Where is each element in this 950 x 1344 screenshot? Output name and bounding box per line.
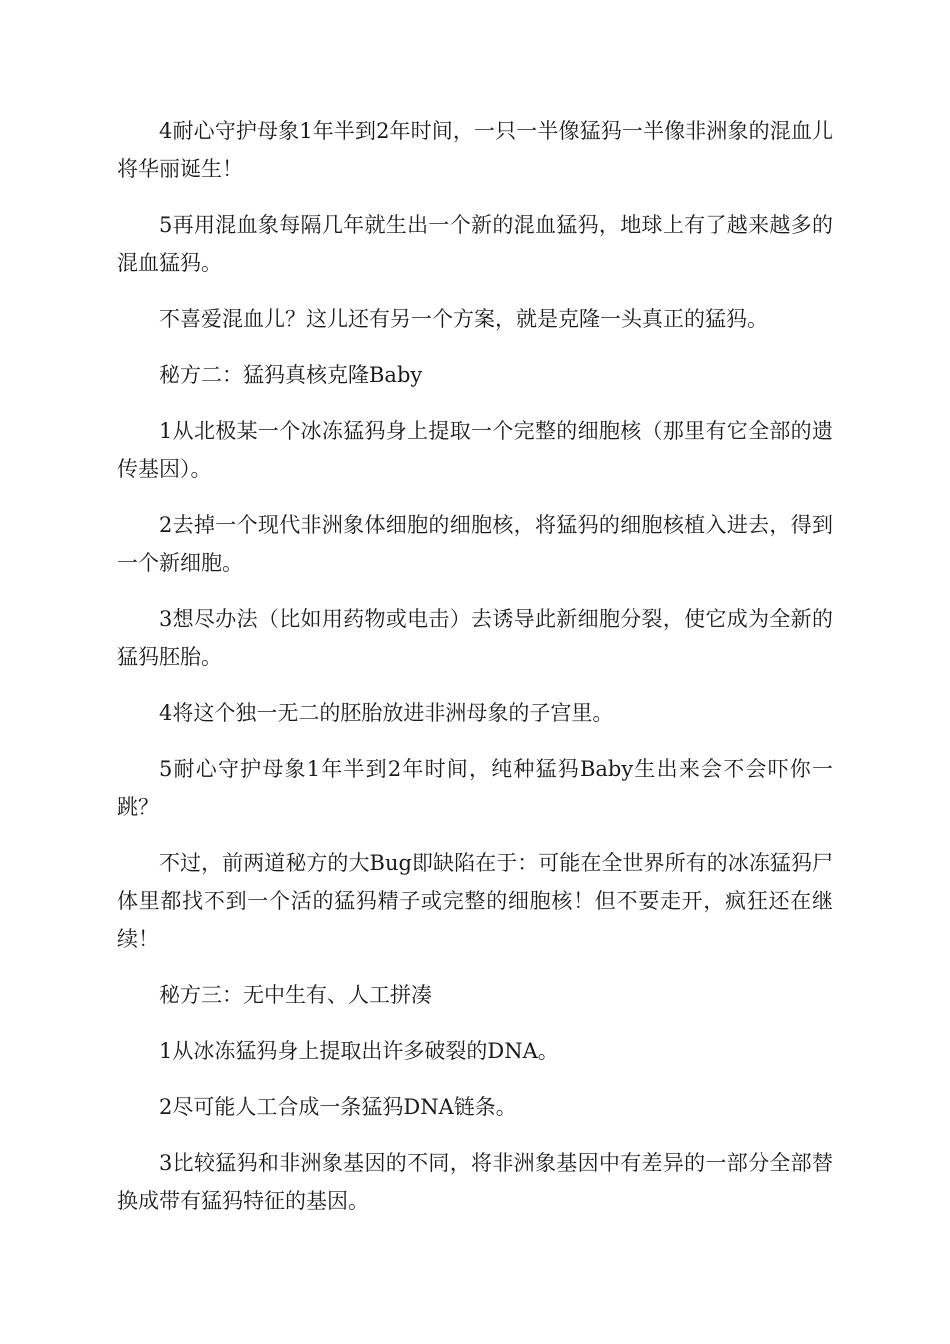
section-heading-recipe-3: 秘方三：无中生有、人工拼凑 — [159, 983, 432, 1007]
document-body — [117, 112, 833, 1238]
paragraph-10: 不过，前两道秘方的大Bug即缺陷在于：可能在全世界所有的冰冻猛犸尸体里都找不到一个活的猛犸精子或完整的细胞核！但不要走开，疯狂还在继续！ — [117, 851, 833, 951]
paragraph-6: 2去掉一个现代非洲象体细胞的细胞核，将猛犸的细胞核植入进去，得到一个新细胞。 — [117, 513, 833, 575]
paragraph-13: 2尽可能人工合成一条猛犸DNA链条。 — [159, 1095, 517, 1119]
paragraph-8: 4将这个独一无二的胚胎放进非洲母象的子宫里。 — [159, 701, 614, 725]
paragraph-7: 3想尽办法（比如用药物或电击）去诱导此新细胞分裂，使它成为全新的猛犸胚胎。 — [117, 607, 833, 669]
section-heading-recipe-2: 秘方二：猛犸真核克隆Baby — [159, 363, 423, 387]
paragraph-3: 不喜爱混血儿？这儿还有另一个方案，就是克隆一头真正的猛犸。 — [159, 307, 768, 331]
paragraph-1: 4耐心守护母象1年半到2年时间，一只一半像猛犸一半像非洲象的混血儿将华丽诞生！ — [117, 119, 833, 181]
paragraph-2: 5再用混血象每隔几年就生出一个新的混血猛犸，地球上有了越来越多的混血猛犸。 — [117, 213, 833, 275]
paragraph-5: 1从北极某一个冰冻猛犸身上提取一个完整的细胞核（那里有它全部的遗传基因）。 — [117, 419, 833, 481]
paragraph-12: 1从冰冻猛犸身上提取出许多破裂的DNA。 — [159, 1039, 559, 1063]
paragraph-9: 5耐心守护母象1年半到2年时间，纯种猛犸Baby生出来会不会吓你一跳？ — [117, 757, 833, 819]
paragraph-14: 3比较猛犸和非洲象基因的不同，将非洲象基因中有差异的一部分全部替换成带有猛犸特征的基因。 — [117, 1151, 833, 1213]
